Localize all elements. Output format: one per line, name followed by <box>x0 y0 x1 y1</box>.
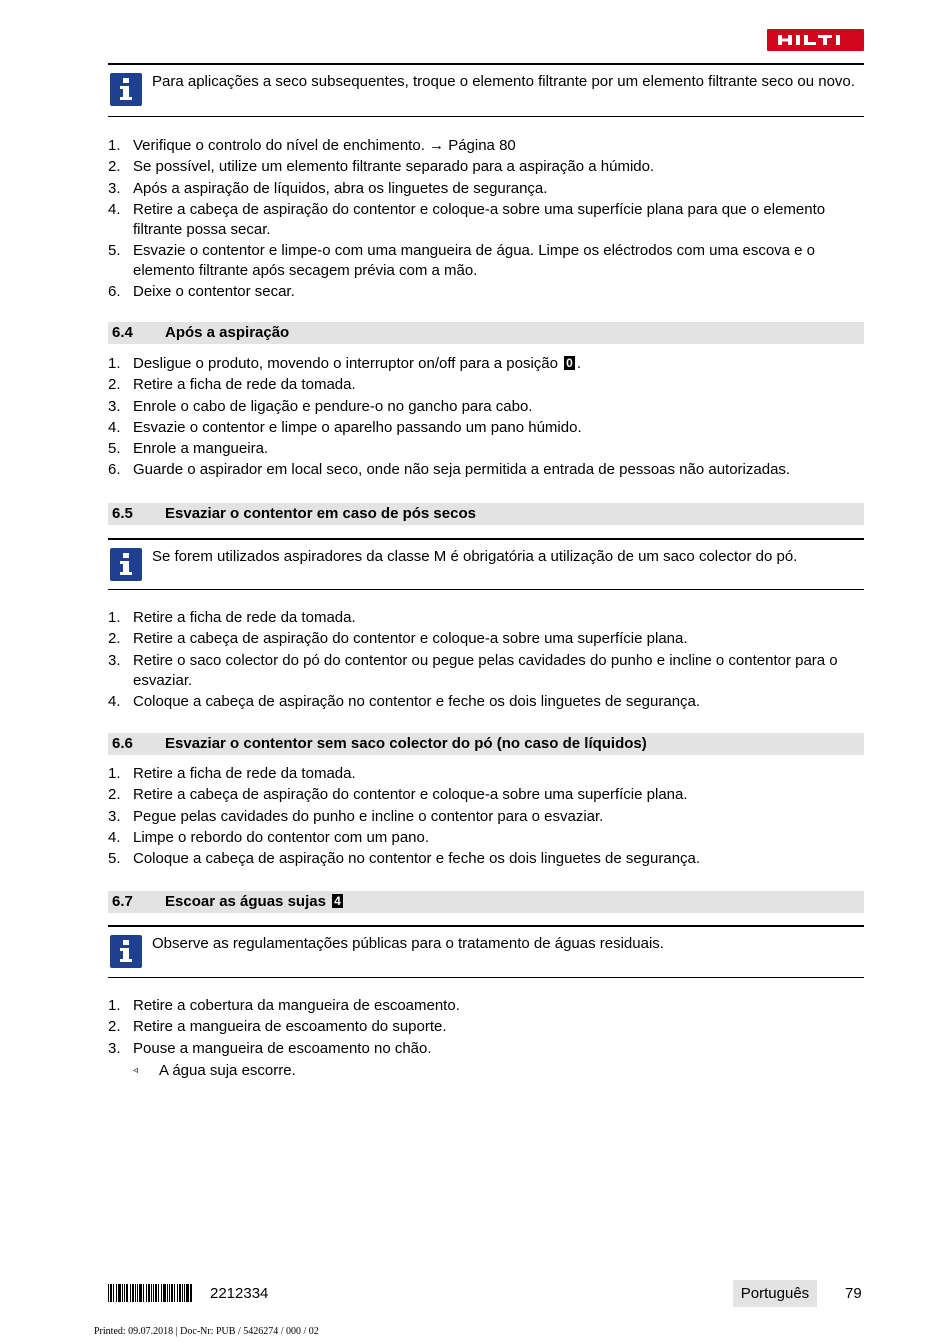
section-title <box>165 891 345 913</box>
step-number: 3. <box>108 651 121 669</box>
step-list <box>108 764 864 870</box>
info-icon <box>110 935 142 968</box>
step-text: Verifique o controlo do nível de enchimento. → Página 80 <box>133 137 516 154</box>
step-item <box>108 849 864 869</box>
step-item <box>108 785 864 805</box>
step-text: Retire a ficha de rede da tomada. <box>133 609 356 626</box>
step-number: 1. <box>108 355 121 372</box>
step-item <box>108 651 864 691</box>
step-number: 6. <box>108 461 121 479</box>
step-item <box>108 136 864 156</box>
step-item <box>108 354 864 374</box>
step-text: Deixe o contentor secar. <box>133 283 295 301</box>
step-item <box>108 241 864 281</box>
section-number: 6.4 <box>112 324 133 341</box>
step-text: Coloque a cabeça de aspiração no contentor e feche os dois linguetes de segurança. <box>133 850 701 868</box>
section-heading <box>108 733 864 755</box>
step-number: 3. <box>108 179 121 197</box>
step-number: 4. <box>108 692 121 710</box>
step-item <box>108 282 864 302</box>
step-list <box>108 136 864 304</box>
step-text: Enrole a mangueira. <box>133 440 269 458</box>
step-item <box>108 1017 864 1037</box>
step-number: 1. <box>108 765 121 782</box>
step-item <box>108 764 864 784</box>
result-text: A água suja escorre. <box>159 1062 296 1079</box>
language-badge: Português <box>733 1280 817 1307</box>
hilti-logo <box>767 29 864 51</box>
step-number: 5. <box>108 440 121 458</box>
info-icon <box>110 73 142 106</box>
step-item <box>108 692 864 712</box>
step-number: 2. <box>108 376 121 394</box>
step-item <box>108 608 864 628</box>
step-item <box>108 629 864 649</box>
hilti-logo-wordmark <box>776 34 856 46</box>
step-list <box>108 996 864 1060</box>
step-text: Limpe o rebordo do contentor com um pano. <box>133 828 430 846</box>
step-text: Esvazie o contentor e limpe o aparelho passando um pano húmido. <box>133 418 582 436</box>
step-item <box>108 157 864 177</box>
step-item <box>108 397 864 417</box>
section-number: 6.7 <box>112 893 133 910</box>
step-text: Retire a mangueira de escoamento do suporte. <box>133 1018 447 1036</box>
step-number: 4. <box>108 200 121 218</box>
info-note-text: Para aplicações a seco subsequentes, troque o elemento filtrante por um elemento filtrante seco ou novo. <box>152 73 855 90</box>
step-item <box>108 460 864 480</box>
info-note-text: Se forem utilizados aspiradores da classe M é obrigatória a utilização de um saco colector do pó. <box>152 548 798 565</box>
step-text: Se possível, utilize um elemento filtrante separado para a aspiração a húmido. <box>133 158 655 176</box>
section-number: 6.6 <box>112 735 133 752</box>
step-text-end: . <box>576 355 582 372</box>
step-list <box>108 354 864 482</box>
step-number: 5. <box>108 242 121 260</box>
print-info: Printed: 09.07.2018 | Doc-Nr: PUB / 5426274 / 000 / 02 <box>94 1326 319 1337</box>
step-text: Guarde o aspirador em local seco, onde não seja permitida a entrada de pessoas não autorizadas. <box>133 461 791 479</box>
step-text: Retire a cabeça de aspiração do contentor e coloque-a sobre uma superfície plana para que o elemento filtrante possa secar. <box>133 200 826 238</box>
step-item <box>108 996 864 1016</box>
step-text: Retire a ficha de rede da tomada. <box>133 765 356 782</box>
step-number: 2. <box>108 786 121 804</box>
step-number: 2. <box>108 1018 121 1036</box>
step-text: Pegue pelas cavidades do punho e incline o contentor para o esvaziar. <box>133 807 604 825</box>
figure-reference: 4 <box>334 894 341 908</box>
step-list <box>108 608 864 713</box>
step-number: 4. <box>108 418 121 436</box>
step-text: Retire a cabeça de aspiração do contentor e coloque-a sobre uma superfície plana. <box>133 630 688 648</box>
section-heading <box>108 322 864 344</box>
switch-position-key: 0 <box>566 356 573 370</box>
step-number: 6. <box>108 283 121 301</box>
section-number: 6.5 <box>112 505 133 522</box>
article-code: 2212334 <box>210 1285 269 1302</box>
step-text: Após a aspiração de líquidos, abra os linguetes de segurança. <box>133 179 548 197</box>
step-number: 2. <box>108 630 121 648</box>
step-item <box>108 439 864 459</box>
step-text: Enrole o cabo de ligação e pendure-o no gancho para cabo. <box>133 397 533 415</box>
step-text: Pouse a mangueira de escoamento no chão. <box>133 1039 432 1057</box>
step-number: 4. <box>108 828 121 846</box>
barcode-icon <box>108 1284 192 1302</box>
section-title-text: Escoar as águas sujas <box>165 893 326 910</box>
step-item <box>108 418 864 438</box>
step-text: Esvazie o contentor e limpe-o com uma mangueira de água. Limpe os eléctrodos com uma escova e o elemento filtrante após secagem prévia com a mão. <box>133 242 816 280</box>
info-icon <box>110 548 142 581</box>
step-text: Coloque a cabeça de aspiração no contentor e feche os dois linguetes de segurança. <box>133 692 701 710</box>
info-note <box>108 538 864 590</box>
info-note <box>108 63 864 117</box>
section-title: Esvaziar o contentor sem saco colector do pó (no caso de líquidos) <box>165 735 647 752</box>
section-title: Esvaziar o contentor em caso de pós secos <box>165 505 476 522</box>
step-number: 2. <box>108 158 121 176</box>
page-number: 79 <box>845 1285 862 1302</box>
step-number: 1. <box>108 609 121 626</box>
step-number: 1. <box>108 137 121 154</box>
step-item <box>108 807 864 827</box>
step-number: 5. <box>108 850 121 868</box>
step-item <box>108 1039 864 1059</box>
step-item <box>108 375 864 395</box>
step-number: 1. <box>108 997 121 1014</box>
result-marker-icon: ◃ <box>133 1065 139 1076</box>
step-text: Retire a ficha de rede da tomada. <box>133 376 356 394</box>
info-note-text: Observe as regulamentações públicas para o tratamento de águas residuais. <box>152 935 664 952</box>
step-text: Retire a cobertura da mangueira de escoamento. <box>133 997 460 1014</box>
step-text: Retire o saco colector do pó do contentor ou pegue pelas cavidades do punho e incline o contentor para o esvaziar. <box>133 651 838 689</box>
section-heading <box>108 891 864 913</box>
step-text: Retire a cabeça de aspiração do contentor e coloque-a sobre uma superfície plana. <box>133 786 688 804</box>
step-number: 3. <box>108 807 121 825</box>
step-item <box>108 179 864 199</box>
section-title: Após a aspiração <box>165 324 290 341</box>
step-item <box>108 828 864 848</box>
step-number: 3. <box>108 397 121 415</box>
step-text: Desligue o produto, movendo o interruptor on/off para a posição <box>133 355 558 372</box>
info-note <box>108 925 864 978</box>
step-number: 3. <box>108 1039 121 1057</box>
section-heading <box>108 503 864 525</box>
step-item <box>108 200 864 240</box>
